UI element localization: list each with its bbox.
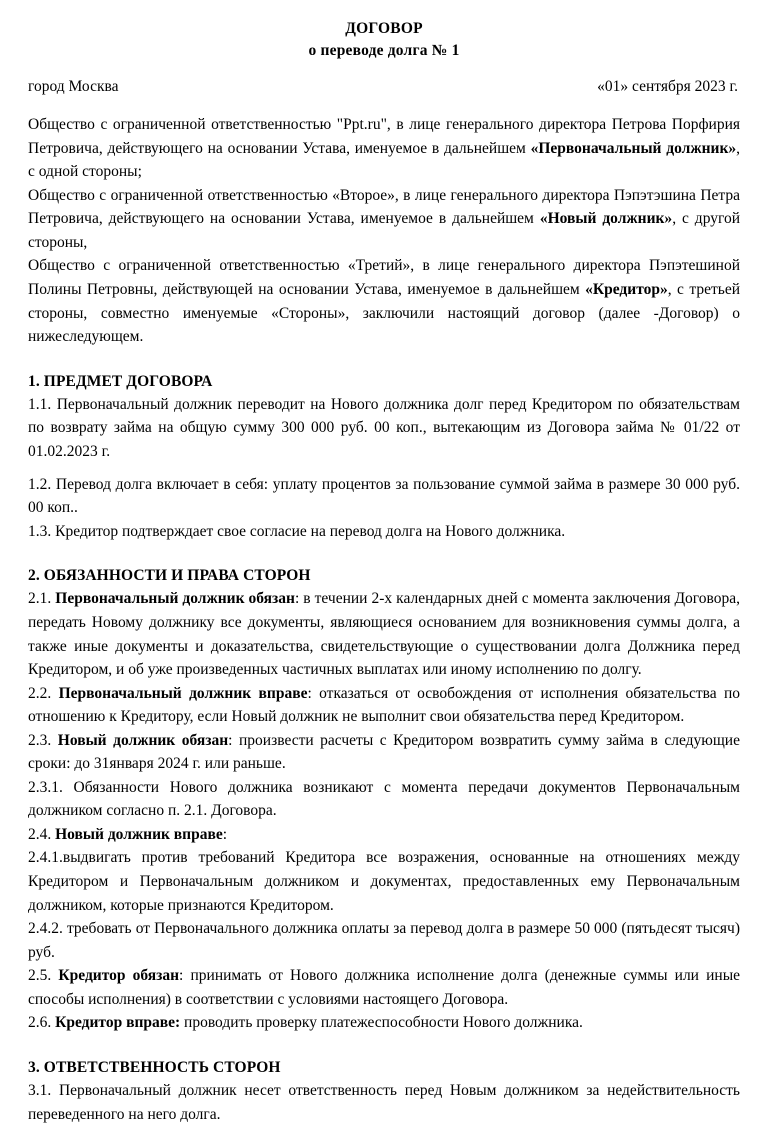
preamble-party-1-name: «Первоначальный должник» (530, 139, 737, 157)
document-body (28, 113, 740, 1126)
clause-2-5-number: 2.5. (28, 967, 59, 985)
preamble-party-1 (28, 113, 740, 184)
spacer (28, 543, 740, 564)
clause-2-3-label: Новый должник обязан (57, 731, 229, 749)
preamble-party-1-lead: Общество с ограниченной ответственностью "Ppt.ru", в лице генерального директора Петрова Порфирия Петровича, действующего на основании Устава, именуемое в дальнейшем (28, 116, 740, 157)
place-date-line (28, 75, 740, 98)
clause-2-2-text: : отказаться от освобождения от исполнения обязательства по отношению к Кредитору, если Новый должник не выполнит свои обязательства перед Кредитором. (28, 684, 741, 726)
clause-2-2-number: 2.2. (28, 684, 59, 702)
document-date: «01» сентября 2023 г. (597, 77, 738, 95)
clause-2-6 (28, 1011, 740, 1035)
clause-3-1: 3.1. Первоначальный должник несет ответственность перед Новым должником за недействительность переведенного на него долга. (28, 1082, 740, 1123)
document-subtitle: о переводе долга № 1 (308, 42, 460, 60)
clause-2-3-1: 2.3.1. Обязанности Нового должника возникают с момента передачи документов Первоначальным должником согласно п. 2.1. Договора. (28, 778, 740, 820)
clause-2-1-label: Первоначальный должник обязан (55, 590, 295, 608)
clause-2-4-number: 2.4. (28, 825, 56, 843)
preamble-party-1-tail: , с одной стороны; (28, 139, 740, 181)
preamble-party-2-lead: Общество с ограниченной ответственностью «Второе», в лице генерального директора Пэпэтэшина Петра Петровича, действующего на основании Устава, именуемое в дальнейшем (28, 186, 740, 228)
clause-2-3-text: : произвести расчеты с Кредитором возвратить сумму займа в следующие сроки: до 31января 2024 г. или раньше. (28, 731, 740, 773)
title-block (28, 18, 740, 63)
clause-2-2 (28, 682, 740, 729)
clause-2-6-label: Кредитор вправе: (55, 1014, 181, 1032)
preamble-party-2 (28, 184, 740, 255)
clause-2-4-2: 2.4.2. требовать от Первоначального должника оплаты за перевод долга в размере 50 000 (пятьдесят тысяч) руб. (28, 920, 740, 961)
clause-2-5-text: : принимать от Нового должника исполнение долга (денежные суммы или иные способы исполнения) в соответствии с условиями настоящего Договора. (28, 967, 740, 1008)
clause-2-2-label: Первоначальный должник вправе (58, 684, 308, 702)
spacer (28, 349, 740, 370)
preamble-party-3-tail: , с третьей стороны, совместно именуемые «Стороны», заключили настоящий договор (далее -Договор) о нижеследующем. (28, 281, 740, 346)
clause-2-4 (28, 823, 740, 847)
document-title: ДОГОВОР (345, 20, 423, 37)
clause-2-5-label: Кредитор обязан (58, 967, 180, 985)
clause-2-1-text: : в течении 2-х календарных дней с момента заключения Договора, передать Новому должнику все документы, являющиеся основанием для возникновения суммы долга, а также иные документы и доказательства, свидетельствующие о существовании долга Должника перед Кредитором, и об уже произведенных частичных выплатах или иному исполнению по долгу. (28, 590, 740, 679)
preamble-party-2-tail: , с другой стороны, (28, 210, 741, 251)
clause-2-1-number: 2.1. (28, 590, 56, 608)
section-heading-2: 2. ОБЯЗАННОСТИ И ПРАВА СТОРОН (28, 567, 311, 585)
clause-2-1 (28, 587, 740, 681)
clause-2-3 (28, 729, 740, 776)
section-heading-3: 3. ОТВЕТСТВЕННОСТЬ СТОРОН (28, 1058, 281, 1076)
clause-1-1: 1.1. Первоначальный должник переводит на Нового должника долг перед Кредитором по обязательствам по возврату займа на общую сумму 300 000 руб. 00 коп., вытекающим из Договора займа № 01/22 от 01.02.2023 г. (28, 395, 740, 460)
spacer (28, 1035, 740, 1056)
clause-2-6-text: проводить проверку платежеспособности Нового должника. (180, 1014, 583, 1032)
clause-2-6-number: 2.6. (28, 1014, 56, 1032)
clause-2-4-1: 2.4.1.выдвигать против требований Кредитора все возражения, основанные на отношениях между Кредитором и Первоначальным должником и документах, предоставленных ему Первоначальным должником, которые признаются Кредитором. (28, 849, 740, 914)
preamble-party-2-name: «Новый должник» (539, 210, 673, 228)
clause-2-5 (28, 964, 740, 1011)
section-heading-1: 1. ПРЕДМЕТ ДОГОВОРА (28, 372, 213, 390)
clause-1-3: 1.3. Кредитор подтверждает свое согласие на перевод долга на Нового должника. (28, 522, 566, 540)
clause-2-3-number: 2.3. (28, 731, 58, 749)
clause-2-4-label: Новый должник вправе (55, 825, 223, 843)
preamble-party-3-name: «Кредитор» (585, 281, 668, 299)
spacer (28, 464, 740, 473)
clause-1-2: 1.2. Перевод долга включает в себя: уплату процентов за пользование суммой займа в размере 30 000 руб. 00 коп.. (28, 475, 740, 517)
preamble-party-3-lead: Общество с ограниченной ответственностью «Третий», в лице генерального директора Пэпэтешиной Полины Петровны, действующей на основании Устава, именуемое в дальнейшем (28, 257, 740, 299)
document-place: город Москва (28, 77, 119, 95)
clause-2-4-text: : (222, 825, 228, 843)
preamble-party-3 (28, 254, 740, 348)
